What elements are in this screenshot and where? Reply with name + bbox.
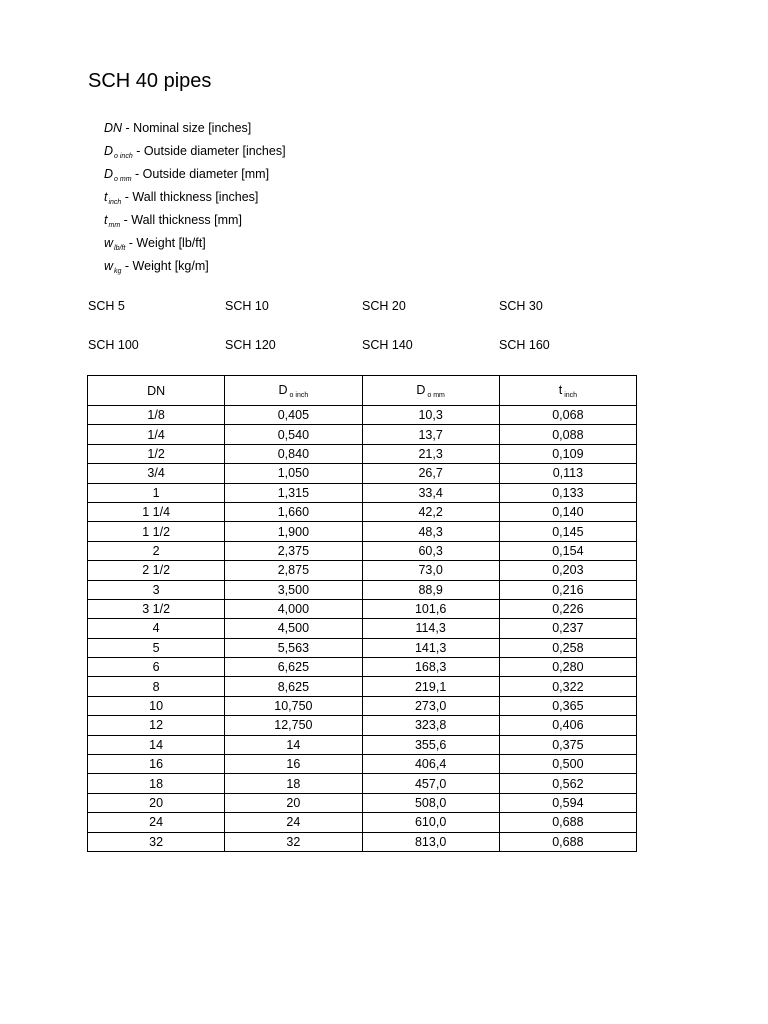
legend-description: - Wall thickness [mm] [120,213,242,227]
cell-d-o-mm: 508,0 [362,793,499,812]
table-row [88,619,637,638]
page-title: SCH 40 pipes [88,70,212,92]
table-row [88,735,637,754]
legend-symbol: t [104,213,108,227]
legend-item [104,118,286,141]
cell-dn: 1 [88,483,225,502]
legend-description: - Nominal size [inches] [122,121,252,135]
cell-dn: 8 [88,677,225,696]
legend-description: - Weight [lb/ft] [125,236,206,250]
cell-dn: 20 [88,793,225,812]
cell-dn: 24 [88,813,225,832]
legend-item [104,141,286,164]
header-subscript: inch [564,391,578,399]
cell-d-o-mm: 141,3 [362,638,499,657]
table-row [88,406,637,425]
cell-d-o-mm: 168,3 [362,658,499,677]
legend-symbol: DN [104,121,123,135]
table-row [88,793,637,812]
table-row [88,813,637,832]
cell-d-o-inch: 0,840 [225,444,362,463]
cell-d-o-mm: 406,4 [362,755,499,774]
cell-d-o-inch: 24 [225,813,362,832]
cell-dn: 2 [88,541,225,560]
table-row [88,541,637,560]
cell-t-inch: 0,500 [499,755,636,774]
legend-description: - Outside diameter [inches] [132,144,286,158]
cell-t-inch: 0,237 [499,619,636,638]
cell-t-inch: 0,280 [499,658,636,677]
legend-subscript: o inch [114,153,133,160]
cell-d-o-mm: 813,0 [362,832,499,851]
legend-symbol: D [104,144,114,158]
cell-d-o-mm: 73,0 [362,561,499,580]
cell-t-inch: 0,406 [499,716,636,735]
cell-d-o-inch: 20 [225,793,362,812]
cell-d-o-mm: 323,8 [362,716,499,735]
cell-d-o-inch: 8,625 [225,677,362,696]
cell-dn: 4 [88,619,225,638]
table-row [88,774,637,793]
legend-symbol: D [104,167,114,181]
table-row [88,522,637,541]
cell-d-o-mm: 273,0 [362,696,499,715]
cell-dn: 16 [88,755,225,774]
cell-d-o-inch: 4,000 [225,599,362,618]
cell-t-inch: 0,365 [499,696,636,715]
header-dn [88,376,225,406]
schedule-link-sch140[interactable]: SCH 140 [362,338,413,352]
cell-dn: 1 1/4 [88,502,225,521]
cell-dn: 3 1/2 [88,599,225,618]
cell-d-o-inch: 1,050 [225,464,362,483]
cell-d-o-inch: 2,875 [225,561,362,580]
cell-d-o-mm: 48,3 [362,522,499,541]
cell-t-inch: 0,594 [499,793,636,812]
cell-dn: 32 [88,832,225,851]
table-row [88,483,637,502]
cell-d-o-mm: 101,6 [362,599,499,618]
cell-d-o-inch: 4,500 [225,619,362,638]
cell-dn: 18 [88,774,225,793]
legend-symbol: t [104,190,108,204]
table-row [88,444,637,463]
cell-t-inch: 0,562 [499,774,636,793]
cell-dn: 14 [88,735,225,754]
cell-t-inch: 0,688 [499,832,636,851]
cell-dn: 5 [88,638,225,657]
cell-d-o-inch: 0,540 [225,425,362,444]
header-t-inch [499,376,636,406]
cell-d-o-inch: 1,315 [225,483,362,502]
cell-d-o-inch: 12,750 [225,716,362,735]
cell-t-inch: 0,226 [499,599,636,618]
cell-dn: 1/2 [88,444,225,463]
legend-symbol: w [104,259,114,273]
header-label: DN [147,383,166,398]
table-row [88,677,637,696]
cell-dn: 12 [88,716,225,735]
cell-t-inch: 0,203 [499,561,636,580]
table-row [88,658,637,677]
header-subscript: o mm [427,391,445,399]
pipe-dimensions-table [87,375,637,852]
cell-dn: 10 [88,696,225,715]
cell-t-inch: 0,688 [499,813,636,832]
cell-d-o-mm: 610,0 [362,813,499,832]
cell-d-o-inch: 6,625 [225,658,362,677]
table-row [88,638,637,657]
cell-d-o-mm: 88,9 [362,580,499,599]
schedule-link-sch20[interactable]: SCH 20 [362,299,406,313]
header-label: D [278,382,288,397]
cell-t-inch: 0,133 [499,483,636,502]
legend-item [104,256,286,279]
table-row [88,716,637,735]
cell-d-o-mm: 457,0 [362,774,499,793]
cell-dn: 1 1/2 [88,522,225,541]
header-label: t [558,382,563,397]
cell-d-o-mm: 33,4 [362,483,499,502]
schedule-link-sch100[interactable]: SCH 100 [88,338,139,352]
legend-subscript: lb/ft [114,245,126,252]
table-row [88,502,637,521]
legend-description: - Weight [kg/m] [121,259,209,273]
cell-t-inch: 0,154 [499,541,636,560]
table-row [88,599,637,618]
schedule-link-sch10[interactable]: SCH 10 [225,299,269,313]
cell-t-inch: 0,375 [499,735,636,754]
legend-description: - Outside diameter [mm] [131,167,270,181]
legend-subscript: inch [108,199,122,206]
header-d-o-inch [225,376,362,406]
legend-item [104,187,286,210]
cell-t-inch: 0,145 [499,522,636,541]
legend-item [104,233,286,256]
cell-t-inch: 0,258 [499,638,636,657]
table-row [88,425,637,444]
cell-d-o-inch: 10,750 [225,696,362,715]
cell-t-inch: 0,113 [499,464,636,483]
header-d-o-mm [362,376,499,406]
cell-dn: 1/8 [88,406,225,425]
cell-dn: 6 [88,658,225,677]
legend-symbol: w [104,236,114,250]
cell-d-o-mm: 21,3 [362,444,499,463]
cell-t-inch: 0,216 [499,580,636,599]
cell-d-o-mm: 26,7 [362,464,499,483]
cell-d-o-mm: 42,2 [362,502,499,521]
cell-dn: 3/4 [88,464,225,483]
cell-t-inch: 0,109 [499,444,636,463]
cell-d-o-inch: 14 [225,735,362,754]
legend-description: - Wall thickness [inches] [121,190,259,204]
table-body [88,406,637,852]
table-row [88,561,637,580]
header-label: D [416,382,426,397]
cell-t-inch: 0,088 [499,425,636,444]
cell-d-o-mm: 114,3 [362,619,499,638]
cell-t-inch: 0,068 [499,406,636,425]
cell-d-o-inch: 1,660 [225,502,362,521]
cell-d-o-inch: 1,900 [225,522,362,541]
legend-subscript: mm [108,222,121,229]
header-subscript: o inch [289,391,309,399]
schedule-link-sch30[interactable]: SCH 30 [499,299,543,313]
cell-d-o-inch: 18 [225,774,362,793]
cell-d-o-mm: 10,3 [362,406,499,425]
table-row [88,696,637,715]
table-row [88,464,637,483]
cell-d-o-inch: 32 [225,832,362,851]
cell-dn: 1/4 [88,425,225,444]
table-row [88,832,637,851]
cell-d-o-inch: 5,563 [225,638,362,657]
cell-d-o-mm: 355,6 [362,735,499,754]
cell-d-o-mm: 219,1 [362,677,499,696]
cell-dn: 2 1/2 [88,561,225,580]
legend-item [104,164,286,187]
schedule-link-sch160[interactable]: SCH 160 [499,338,550,352]
table-row [88,755,637,774]
table-row [88,580,637,599]
cell-d-o-inch: 3,500 [225,580,362,599]
cell-d-o-mm: 60,3 [362,541,499,560]
schedule-link-sch5[interactable]: SCH 5 [88,299,125,313]
legend-subscript: kg [114,268,122,275]
cell-t-inch: 0,322 [499,677,636,696]
cell-dn: 3 [88,580,225,599]
cell-t-inch: 0,140 [499,502,636,521]
cell-d-o-inch: 0,405 [225,406,362,425]
schedule-link-sch120[interactable]: SCH 120 [225,338,276,352]
legend-item [104,210,286,233]
cell-d-o-inch: 16 [225,755,362,774]
table-header-row [88,376,637,406]
legend [104,118,286,279]
cell-d-o-inch: 2,375 [225,541,362,560]
cell-d-o-mm: 13,7 [362,425,499,444]
legend-subscript: o mm [114,176,132,183]
